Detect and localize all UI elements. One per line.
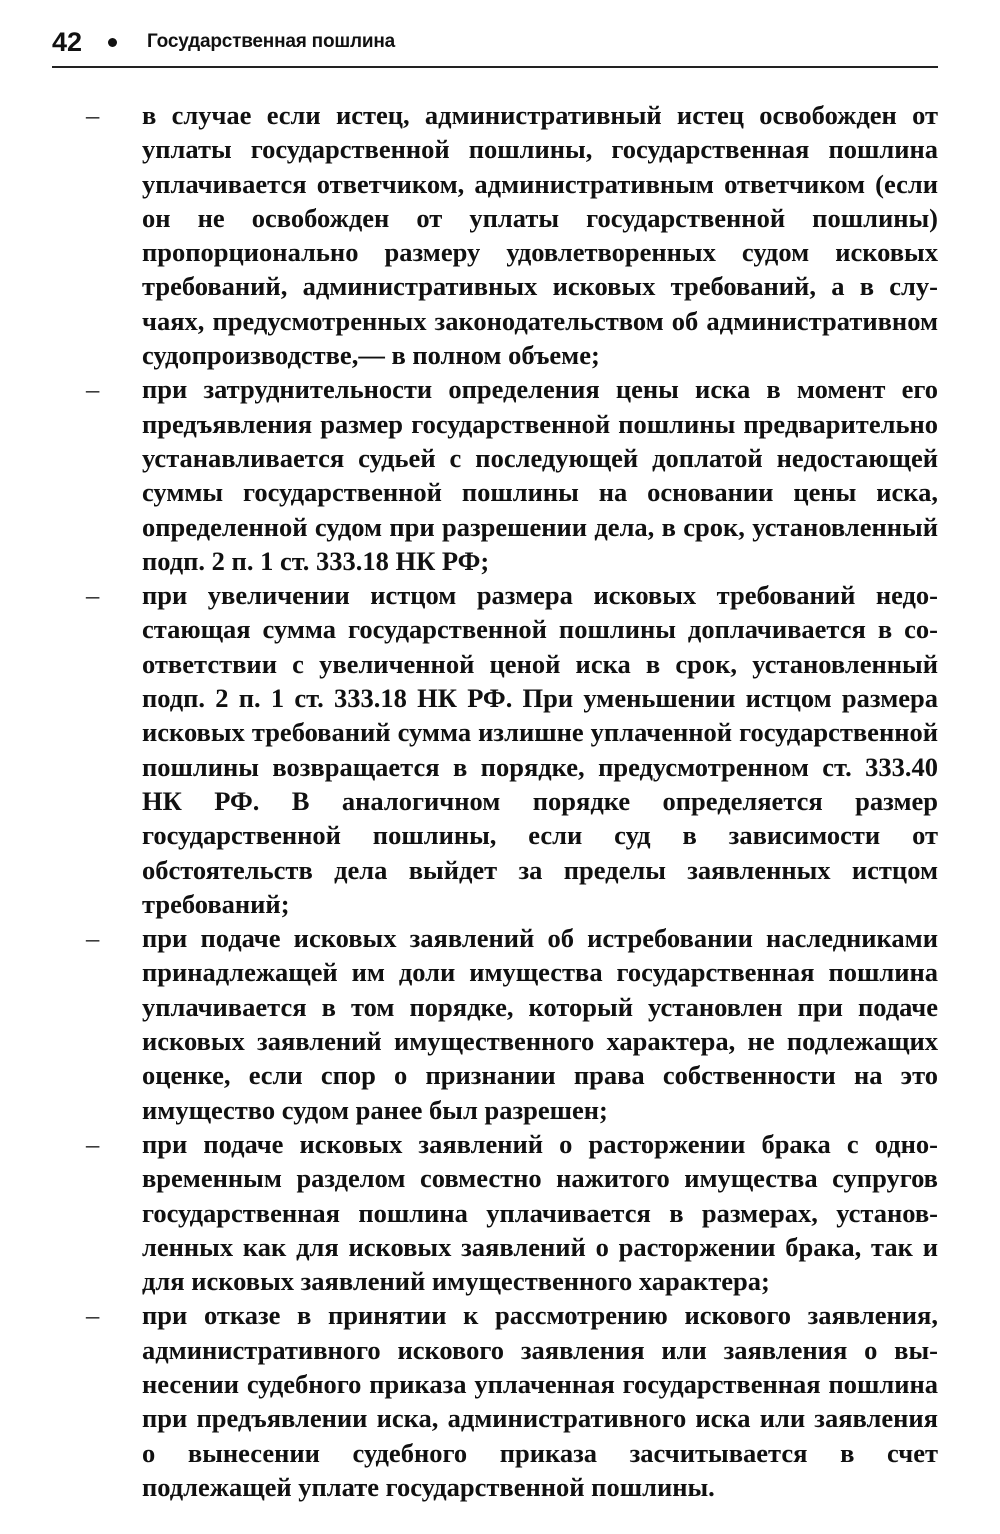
header-separator-dot — [108, 38, 117, 47]
list-item — [52, 98, 938, 372]
list-item-text: при отказе в принятии к рассмотрению искового заявления, административного искового заявления или заявления о вынесении судебного приказа уплаченная государственная пошлина при предъявлении иска, административного иска или заявления о вынесении судебного приказа засчитывается в счет подлежащей уплате государственной пошлины. — [142, 1300, 938, 1502]
list-item-text: при подаче исковых заявлений о расторжении брака с одновременным разделом совместно нажитого имущества супругов государственная пошлина уплачивается в размерах, установленных как для исковых заявлений о расторжении брака, так и для исковых заявлений имущественного характера; — [142, 1128, 938, 1297]
list-item — [52, 372, 938, 578]
list-item — [52, 921, 938, 1127]
list-dash: – — [86, 580, 100, 611]
running-header — [52, 22, 938, 62]
header-rule — [52, 66, 938, 68]
list-item — [52, 1127, 938, 1298]
list-item — [52, 1298, 938, 1504]
section-title: Государственная пошлина — [147, 31, 395, 52]
list-item — [52, 578, 938, 921]
page-number: 42 — [52, 26, 83, 57]
body-list — [52, 98, 938, 1504]
list-dash: – — [86, 1128, 100, 1159]
list-item-text: в случае если истец, административный истец освобожден от уплаты государственной пошлины, государственная пошлина уплачивается ответчиком, административным ответчиком (если он не освобожден от уплаты государственной пошлины) пропорционально размеру удовлетворенных судом исковых требований, административных исковых требований, а в случаях, предусмотренных законодательством об административном судопроизводстве,— в полном объеме; — [142, 100, 938, 371]
list-dash: – — [86, 923, 100, 954]
list-item-text: при увеличении истцом размера исковых требований недостающая сумма государственной пошлины доплачивается в соответствии с увеличенной ценой иска в срок, установленный подп. 2 п. 1 ст. 333.18 НК РФ. При уменьшении истцом размера исковых требований сумма излишне уплаченной государственной пошлины возвращается в порядке, предусмотренном ст. 333.40 НК РФ. В аналогичном порядке определяется размер государственной пошлины, если суд в зависимости от обстоятельств дела выйдет за пределы заявленных истцом требований; — [142, 580, 938, 919]
list-item-text: при затруднительности определения цены иска в момент его предъявления размер государственной пошлины предварительно устанавливается судьей с последующей доплатой недостающей суммы государственной пошлины на основании цены иска, определенной судом при разрешении дела, в срок, установленный подп. 2 п. 1 ст. 333.18 НК РФ; — [142, 374, 938, 576]
list-dash: – — [86, 374, 100, 405]
list-dash: – — [86, 100, 100, 130]
list-dash: – — [86, 1300, 100, 1331]
list-item-text: при подаче исковых заявлений об истребовании наследниками принадлежащей им доли имущества государственная пошлина уплачивается в том порядке, который установлен при подаче исковых заявлений имущественного характера, не подлежащих оценке, если спор о признании права собственности на это имущество судом ранее был разрешен; — [142, 923, 938, 1125]
